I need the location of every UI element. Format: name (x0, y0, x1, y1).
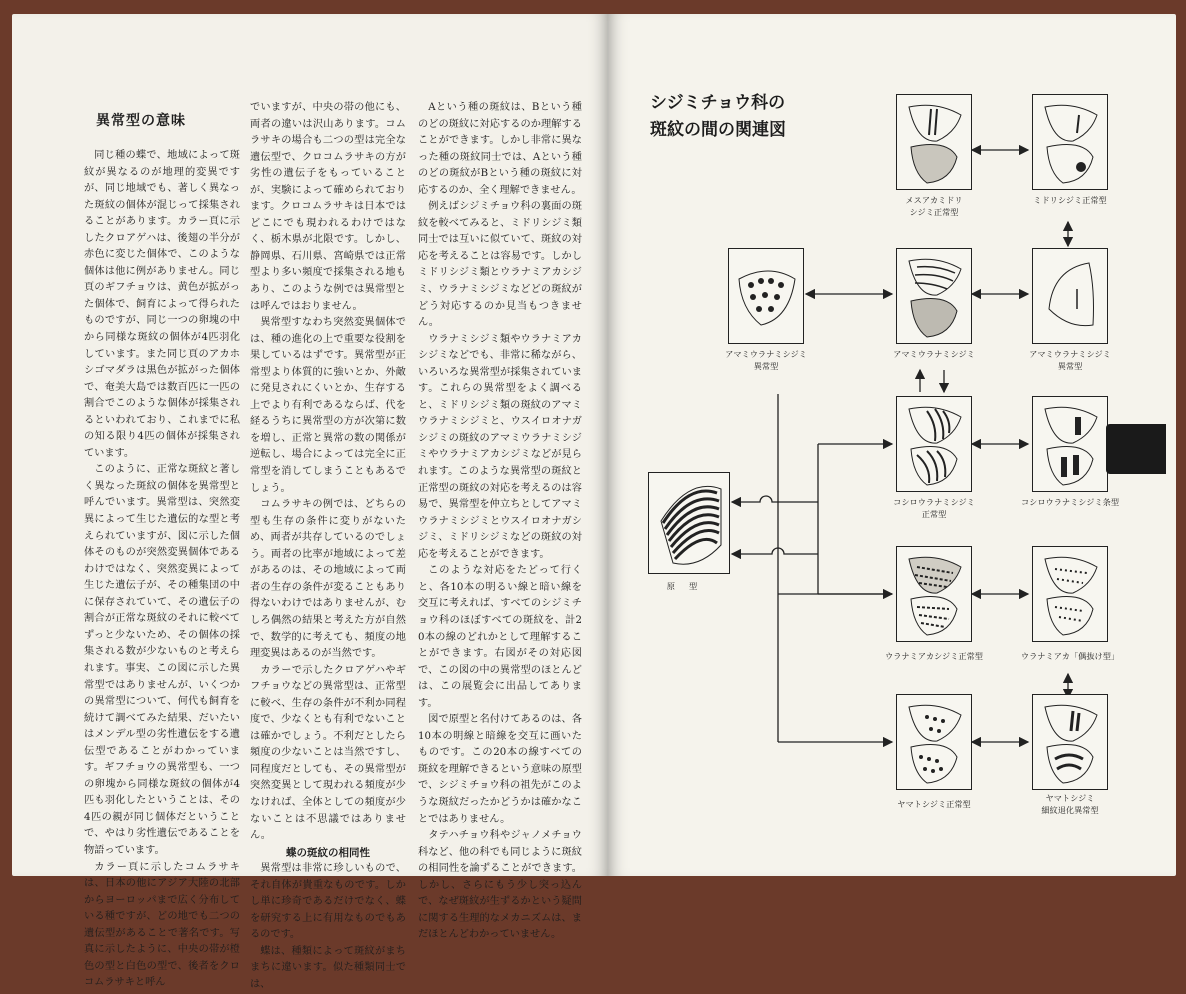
specimen-box-5 (1032, 248, 1108, 344)
paragraph: 同じ種の蝶で、地域によって斑紋が異なるのが地理的変異ですが、同じ地域でも、著しく異なった斑紋の個体が混じって採集されることがあります。カラー頁に示したクロアゲハは、後翅の半分が赤色に変じた個体で、このような個体は他に例がありません。同じ頁のギフチョウは、黄色が拡がった個体で、飼育によって得られたものですが、同じ一つの卵塊の中から同様な斑紋の個体が4匹羽化しています。また同じ頁のアカホシゴマダラは黒色が拡がった個体で、奄美大島では数百匹に一匹の割合でこのような個体が採集されるといわれており、これまでに私の知る限り4匹の個体が採集されています。 (84, 150, 240, 459)
specimen-box-prototype (648, 472, 730, 574)
paragraph: タテハチョウ科やジャノメチョウ科など、他の科でも同じように斑紋の相同性を論ずることができます。しかし、さらにもう少し突っ込んで、なぜ斑紋が生ずるかという疑問に関する生理的なメカニズムは、まだほとんどわかっていません。 (418, 830, 582, 941)
specimen-label (1005, 650, 1135, 662)
specimen-box-6 (896, 396, 972, 492)
specimen-box-10 (1032, 546, 1108, 642)
butterfly-wing-icon (1033, 95, 1106, 188)
label-line: ミドリシジミ正常型 (1033, 195, 1107, 205)
paragraph: 異常型すなわち突然変異個体では、種の進化の上で重要な役割を果しているはずです。異常型が正常型より体質的に強いとか、外敵に発見されにくいとか、生存する上でより有利であるならば、代を経るうちに異常型の方が次第に数を増し、正常と異常の数の関係が逆転し、場合によっては完全に正常型を消してしまうこともあるでしょう。 (250, 317, 406, 494)
label-line: アマミウラナミシジミ (893, 349, 975, 359)
specimen-box-4 (896, 248, 972, 344)
right-page (608, 14, 1176, 876)
label-line: 異常型 (1057, 361, 1083, 371)
specimen-box-7 (1032, 396, 1108, 492)
label-line: 原 (666, 581, 689, 591)
butterfly-wing-icon (897, 547, 970, 640)
text-column-2 (250, 100, 406, 994)
paragraph: コムラサキの例では、どちらの型も生存の条件に変りがないため、両者が共存しているのでしょう。両者の比率が地域によって差があるのは、その地域によって両者の生存の条件が変ることもあり得ないわけではありませんが、むしろ偶然の結果と考えた方が自然で、数学的に考えても、頻度の地理変異はあるのが当然です。 (250, 499, 406, 660)
title-line: シジミチョウ科の (650, 93, 786, 113)
label-line: シジミ正常型 (909, 207, 959, 217)
paragraph: 例えばシジミチョウ科の裏面の斑紋を較べてみると、ミドリシジミ類同士では互いに似ていて、斑紋の対応を考えることは容易です。しかしミドリシジミ類とウラナミアカシジミ、ウラナミシジミなどどの斑紋がどう対応するのか見当もつきません。 (418, 201, 582, 329)
paragraph: でいますが、中央の帯の他にも、両者の違いは沢山あります。コムラサキの場合も二つの型は完全な遺伝型で、クロコムラサキの方が劣性の遺伝子をもっていることが、実験によって確められております。クロコムラサキは日本ではどこにでも現われるわけではなく、栃木県が北限です。しかし、静岡県、石川県、宮崎県では正常型より多い頻度で採集される地もあり、このような例では異常型とは呼んではおりません。 (250, 102, 406, 312)
specimen-label (624, 580, 754, 592)
specimen-label (1005, 348, 1135, 372)
specimen-label (869, 348, 999, 360)
specimen-label (869, 194, 999, 218)
section-heading: 異常型の意味 (96, 113, 186, 129)
specimen-label (1005, 792, 1135, 816)
label-line: 型 (689, 581, 712, 591)
label-line: ウラナミアカシジミ正常型 (885, 651, 983, 661)
specimen-label (1005, 496, 1135, 508)
title-line: 斑紋の間の関連図 (650, 120, 786, 140)
open-booklet (12, 14, 1176, 990)
label-line: 異常型 (753, 361, 779, 371)
specimen-box-11 (896, 694, 972, 790)
butterfly-wing-icon (897, 695, 970, 788)
label-line: コシロウラナミシジミ (893, 497, 975, 507)
specimen-box-12 (1032, 694, 1108, 790)
specimen-box-1 (896, 94, 972, 190)
butterfly-wing-icon (1033, 695, 1106, 788)
label-line: 正常型 (921, 509, 947, 519)
specimen-box-3 (728, 248, 804, 344)
specimen-label (1005, 194, 1135, 206)
specimen-label (869, 650, 999, 662)
paragraph: 蝶は、種類によって斑紋がまちまちに違います。似た種類同士では、 (250, 945, 406, 990)
paragraph: 図で原型と名付けてあるのは、各10本の明線と暗線を交互に画いたものです。この20本の線すべての斑紋を理解できるという意味の原型で、シジミチョウ科の祖先がこのような斑紋だったかどうかは確かなことではありません。 (418, 714, 582, 825)
paragraph: 異常型は非常に珍しいもので、それ自体が貴重なものです。しかし単に珍奇であるだけでなく、蝶を研究する上に有用なものでもあるのです。 (250, 863, 406, 941)
label-line: ヤマトシジミ (1045, 793, 1095, 803)
paragraph: このように、正常な斑紋と著しく異なった斑紋の個体を異常型と呼んでいます。異常型は、突然変異によって生じた遺伝的な型と考えられていますが、図に示した個体そのものが突然変異個体であるわけではなく、突然変異によって生じた遺伝子が、その種集団の中に保存されていて、その遺伝子の割合が正常な斑紋のそれに較べてずっと少ないため、その個体の採集される数が少ないものと考えられます。事実、この図に示した異常型ではありませんが、いくつかの異常型について、何代も飼育を続けて調べてみた結果、だいたいはメンデル型の劣性遺伝をする遺伝型であることがわかっています。ギフチョウの異常型も、一つの卵塊から同様な斑紋の個体が4匹も羽化したということは、その4匹の親が同じ個体だということで、やはり劣性遺伝であることを物語っています。 (84, 464, 240, 856)
butterfly-wing-icon (729, 249, 802, 342)
butterfly-wing-icon (897, 249, 970, 342)
label-line: アマミウラナミシジミ (1029, 349, 1111, 359)
label-line: メスアカミドリ (905, 195, 963, 205)
label-line: ウラナミアカ「偶抜け型」 (1020, 651, 1120, 661)
text-column-1 (84, 148, 240, 992)
text-column-3 (418, 100, 582, 944)
butterfly-wing-icon (897, 95, 970, 188)
specimen-box-9 (896, 546, 972, 642)
specimen-label (869, 798, 999, 810)
butterfly-wing-icon (1033, 397, 1106, 490)
butterfly-wing-icon (1033, 249, 1106, 342)
butterfly-wing-icon (897, 397, 970, 490)
label-line: 細紋退化異常型 (1041, 805, 1099, 815)
paragraph: カラーで示したクロアゲハやギフチョウなどの異常型は、正常型に較べ、生存の条件が不利か同程度で、少なくとも有利でないことは確かでしょう。不利だとしたら頻度の少ないことは当然ですし、同程度だとしても、その異常型が突然変異として現われる頻度が少なければ、全体としての頻度が少ないことは不思議ではありません。 (250, 664, 406, 842)
paragraph: Aという種の斑紋は、Bという種のどの斑紋に対応するのか理解することができます。しかし非常に異なった種の斑紋同士では、Aという種のどの斑紋がBという種の斑紋に対応するのか、全く理解できません。 (418, 102, 582, 196)
specimen-label (701, 348, 831, 372)
specimen-box-2 (1032, 94, 1108, 190)
butterfly-wing-icon (1033, 547, 1106, 640)
paragraph: このような対応をたどって行くと、各10本の明るい線と暗い線を交互に考えれば、すべてのシジミチョウ科のほぼすべての斑紋を、計20本の線のどれかとして理解することができます。右図がその対応図で、この図の中の異常型のほとんどは、この展覧会に出品してあります。 (418, 565, 582, 709)
subheading: 蝶の斑紋の相同性 (286, 846, 370, 859)
left-page (12, 14, 608, 990)
label-line: コシロウラナミシジミ条型 (1020, 497, 1120, 507)
paragraph: カラー頁に示したコムラサキは、日本の他にアジア大陸の北部からヨーロッパまで広く分布している種ですが、どの地でも二つの遺伝型があることで著名です。写真に示したように、中央の帯が橙色の型と白色の型で、後者をクロコムラサキと呼ん (84, 861, 240, 989)
label-line: アマミウラナミシジミ (725, 349, 807, 359)
specimen-label (869, 496, 999, 520)
striped-wing-icon (649, 473, 728, 572)
paragraph: ウラナミシジミ類やウラナミアカシジミなどでも、非常に稀ながら、いろいろな異常型が採集されています。これらの異常型をよく調べると、ミドリシジミ類の斑紋のアマミウラナミシジミと、ウスイロオナガシジミの斑紋のアマミウラナミシジミやウラナミアカシジミなどが見られます。このような異常型の斑紋と正常型の斑紋の対応を考えるのは容易で、異常型を仲立ちとしてアマミウラナミシジミとウスイロオナガシジミ、ミドリシジミなどの斑紋の対応を考えることができます。 (418, 333, 582, 560)
label-line: ヤマトシジミ正常型 (897, 799, 971, 809)
binder-clip (1106, 424, 1166, 474)
